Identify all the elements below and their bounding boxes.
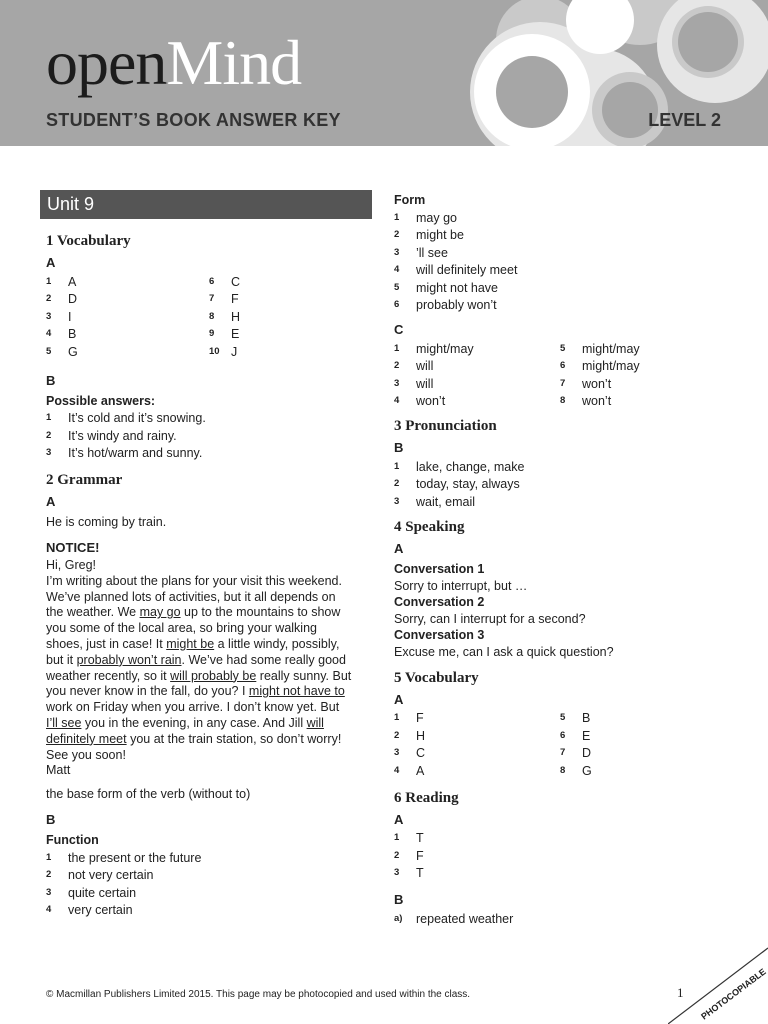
letter-line: We’ve planned lots of activities, but it all depends on (46, 589, 336, 604)
answer-row (46, 273, 209, 291)
answer-row (46, 427, 372, 445)
item-answer: won’t (582, 394, 612, 409)
right-column (394, 188, 734, 928)
item-number: 5 (394, 281, 400, 293)
answer-row (560, 727, 726, 745)
item-answer: D (68, 292, 78, 307)
item-answer: T (416, 866, 424, 881)
svg-text:PHOTOCOPIABLE: PHOTOCOPIABLE (699, 966, 768, 1022)
item-answer: won’t (582, 376, 612, 391)
letter-line: shoes, just in case! It might be a little windy, possibly, (46, 636, 340, 651)
item-number: 1 (394, 712, 400, 724)
answer-row (394, 279, 734, 297)
answer-row (560, 710, 726, 728)
answer-row (394, 244, 734, 262)
item-answer: will (416, 376, 434, 391)
conversation-label: Conversation 2 (394, 594, 485, 609)
section-title: 5 Vocabulary (394, 669, 479, 686)
answer-grid (394, 710, 734, 780)
section-title: 2 Grammar (46, 472, 123, 488)
letter-line: work on Friday when you arrive. I don’t know yet. But (46, 700, 340, 715)
answer-row (46, 343, 209, 361)
form-label: Form (394, 193, 426, 207)
item-number: 6 (560, 729, 566, 741)
item-number: 2 (46, 869, 52, 881)
possible-answers-label: Possible answers: (46, 393, 156, 408)
item-answer: B (68, 327, 77, 342)
answer-row (394, 297, 734, 315)
answer-row (46, 445, 372, 463)
item-number: 1 (394, 460, 400, 472)
level-label: LEVEL 2 (648, 110, 721, 130)
answer-row (394, 358, 560, 376)
answer-row (560, 340, 726, 358)
logo (46, 28, 301, 98)
exercise-letter: B (394, 892, 404, 907)
answer-row (394, 262, 734, 280)
item-number: 6 (560, 360, 566, 372)
item-number: 3 (46, 447, 52, 459)
item-number: 8 (560, 764, 566, 776)
letter-line: but it probably won’t rain. We’ve had some really good (46, 652, 346, 667)
letter-line: definitely meet you at the train station, so don’t worry! (46, 731, 342, 746)
notice-label: NOTICE! (46, 540, 100, 555)
item-answer: C (231, 274, 241, 289)
item-answer: C (416, 746, 426, 761)
letter-line: Hi, Greg! (46, 558, 97, 572)
letter-line: the weather. We may go up to the mountains to show (46, 605, 341, 620)
item-answer: might/may (582, 359, 640, 374)
item-answer: the present or the future (68, 850, 202, 865)
item-answer: It’s windy and rainy. (68, 428, 177, 443)
item-number: 1 (394, 342, 400, 354)
conversation-text: Excuse me, can I ask a quick question? (394, 644, 614, 659)
item-number: 4 (394, 395, 400, 407)
exercise-letter: A (46, 494, 56, 509)
answer-row (394, 340, 560, 358)
answer-row (560, 375, 726, 393)
answer-row (209, 273, 372, 291)
unit-title: Unit 9 (40, 190, 372, 219)
answer-row (394, 830, 734, 848)
item-answer: might/may (582, 341, 640, 356)
logo-mind: Mind (166, 27, 302, 98)
answer-row (394, 762, 560, 780)
answer-row (560, 358, 726, 376)
exercise-letter: B (46, 812, 56, 828)
answer-row (394, 476, 734, 494)
exercise-letter: B (46, 372, 56, 388)
item-number: 1 (46, 851, 52, 863)
item-number: 9 (209, 328, 215, 340)
left-column (40, 190, 372, 919)
item-number: 3 (46, 886, 52, 898)
answer-row (394, 710, 560, 728)
item-number: 3 (394, 867, 400, 879)
answer-grid (394, 340, 734, 410)
answer-row (394, 745, 560, 763)
item-number: a) (394, 912, 403, 924)
item-number: 1 (46, 275, 52, 287)
item-number: 2 (394, 229, 400, 241)
copyright-footer: © Macmillan Publishers Limited 2015. This page may be photocopied and used within the class. (46, 989, 471, 1000)
exercise-letter: A (46, 255, 56, 270)
item-answer: D (582, 746, 592, 761)
letter-line: you never know in the fall, do you? I might not have to (46, 684, 345, 699)
answer-row (560, 762, 726, 780)
item-number: 2 (394, 478, 400, 490)
item-number: 2 (46, 429, 52, 441)
answer-row (560, 745, 726, 763)
item-number: 4 (394, 264, 400, 276)
photocopiable-stamp (668, 946, 768, 1024)
answer-row (394, 847, 734, 865)
item-answer: It’s hot/warm and sunny. (68, 446, 203, 461)
item-answer: E (231, 327, 240, 342)
conversation-label: Conversation 1 (394, 561, 485, 576)
item-answer: It’s cold and it’s snowing. (68, 411, 206, 426)
answer-row (394, 375, 560, 393)
item-answer: will definitely meet (416, 263, 518, 278)
item-number: 7 (560, 377, 566, 389)
answer-grid (46, 273, 372, 361)
answer-row (394, 209, 734, 227)
item-number: 2 (46, 293, 52, 305)
item-answer: B (582, 711, 591, 726)
item-number: 4 (394, 764, 400, 776)
item-answer: repeated weather (416, 911, 514, 926)
item-number: 10 (209, 345, 220, 357)
item-answer: A (416, 763, 425, 778)
item-number: 1 (394, 832, 400, 844)
item-answer: T (416, 831, 424, 846)
item-number: 5 (560, 712, 566, 724)
exercise-letter: A (394, 691, 404, 707)
answer-text: He is coming by train. (46, 515, 167, 529)
item-answer: I (68, 309, 72, 324)
answer-row (394, 493, 734, 511)
section-title: 1 Vocabulary (46, 233, 131, 249)
item-answer: might be (416, 228, 464, 243)
item-answer: very certain (68, 903, 133, 918)
answer-row (46, 326, 209, 344)
answer-row (209, 343, 372, 361)
answer-row (46, 884, 372, 902)
exercise-letter: C (394, 322, 404, 337)
item-number: 3 (394, 377, 400, 389)
answer-row (46, 291, 209, 309)
item-number: 3 (394, 495, 400, 507)
item-answer: F (231, 292, 239, 307)
item-number: 1 (46, 412, 52, 424)
item-number: 6 (209, 275, 215, 287)
answer-row (209, 326, 372, 344)
item-answer: F (416, 711, 424, 726)
item-answer: won’t (416, 394, 446, 409)
section-title: 3 Pronunciation (394, 418, 497, 434)
item-number: 7 (560, 747, 566, 759)
conversation-text: Sorry to interrupt, but … (394, 578, 528, 593)
letter-line: you some of the local area, so bring your walking (46, 621, 317, 636)
item-answer: H (231, 309, 241, 324)
item-answer: quite certain (68, 885, 137, 900)
item-answer: might not have (416, 280, 498, 295)
item-number: 7 (209, 293, 215, 305)
item-number: 4 (46, 328, 52, 340)
item-number: 5 (46, 345, 52, 357)
item-answer: wait, email (416, 494, 476, 509)
answer-row (394, 865, 734, 883)
logo-open: open (46, 27, 167, 98)
item-number: 2 (394, 360, 400, 372)
item-number: 2 (394, 729, 400, 741)
page-number: 1 (677, 985, 684, 1000)
item-answer: probably won’t (416, 298, 497, 313)
item-answer: not very certain (68, 868, 154, 883)
answer-row (394, 727, 560, 745)
section-title: 6 Reading (394, 789, 459, 806)
answer-row (560, 393, 726, 411)
answer-row (394, 910, 734, 928)
item-answer: today, stay, always (416, 477, 520, 492)
item-number: 8 (209, 310, 215, 322)
item-number: 3 (394, 246, 400, 258)
page-subtitle: STUDENT’S BOOK ANSWER KEY (46, 110, 341, 130)
answer-row (209, 308, 372, 326)
letter-text (46, 558, 372, 779)
item-answer: will (416, 359, 434, 374)
item-answer: may go (416, 210, 457, 225)
item-answer: ’ll see (416, 245, 448, 260)
answer-row (394, 393, 560, 411)
answer-row (46, 849, 372, 867)
item-number: 3 (46, 310, 52, 322)
item-number: 6 (394, 299, 400, 311)
answer-row (46, 308, 209, 326)
letter-line: I’ll see you in the evening, in any case. And Jill will (46, 715, 324, 730)
item-answer: H (416, 728, 426, 743)
item-answer: J (231, 344, 238, 359)
conversation-text: Sorry, can I interrupt for a second? (394, 611, 586, 626)
exercise-letter: B (394, 440, 404, 455)
item-number: 3 (394, 747, 400, 759)
item-answer: E (582, 728, 591, 743)
answer-row (394, 227, 734, 245)
exercise-letter: A (394, 811, 404, 827)
answer-row (46, 410, 372, 428)
letter-line: I’m writing about the plans for your visit this weekend. (46, 573, 342, 588)
item-number: 2 (394, 849, 400, 861)
answer-row (46, 902, 372, 920)
item-answer: might/may (416, 341, 474, 356)
letter-line: See you soon! (46, 747, 126, 762)
conversation-label: Conversation 3 (394, 627, 485, 642)
item-number: 5 (560, 342, 566, 354)
item-answer: G (582, 763, 592, 778)
section-title: 4 Speaking (394, 518, 465, 535)
page-header (0, 0, 768, 146)
item-number: 4 (46, 904, 52, 916)
item-answer: A (68, 274, 77, 289)
answer-row (209, 291, 372, 309)
letter-line: weather recently, so it will probably be really sunny. But (46, 668, 352, 683)
answer-row (394, 458, 734, 476)
item-number: 1 (394, 211, 400, 223)
rule-text: the base form of the verb (without to) (46, 787, 251, 802)
function-label: Function (46, 833, 99, 848)
item-number: 8 (560, 395, 566, 407)
item-answer: F (416, 848, 424, 863)
answer-row (46, 867, 372, 885)
item-answer: G (68, 344, 78, 359)
item-answer: lake, change, make (416, 459, 525, 474)
exercise-letter: A (394, 540, 404, 556)
letter-line: Matt (46, 763, 71, 778)
